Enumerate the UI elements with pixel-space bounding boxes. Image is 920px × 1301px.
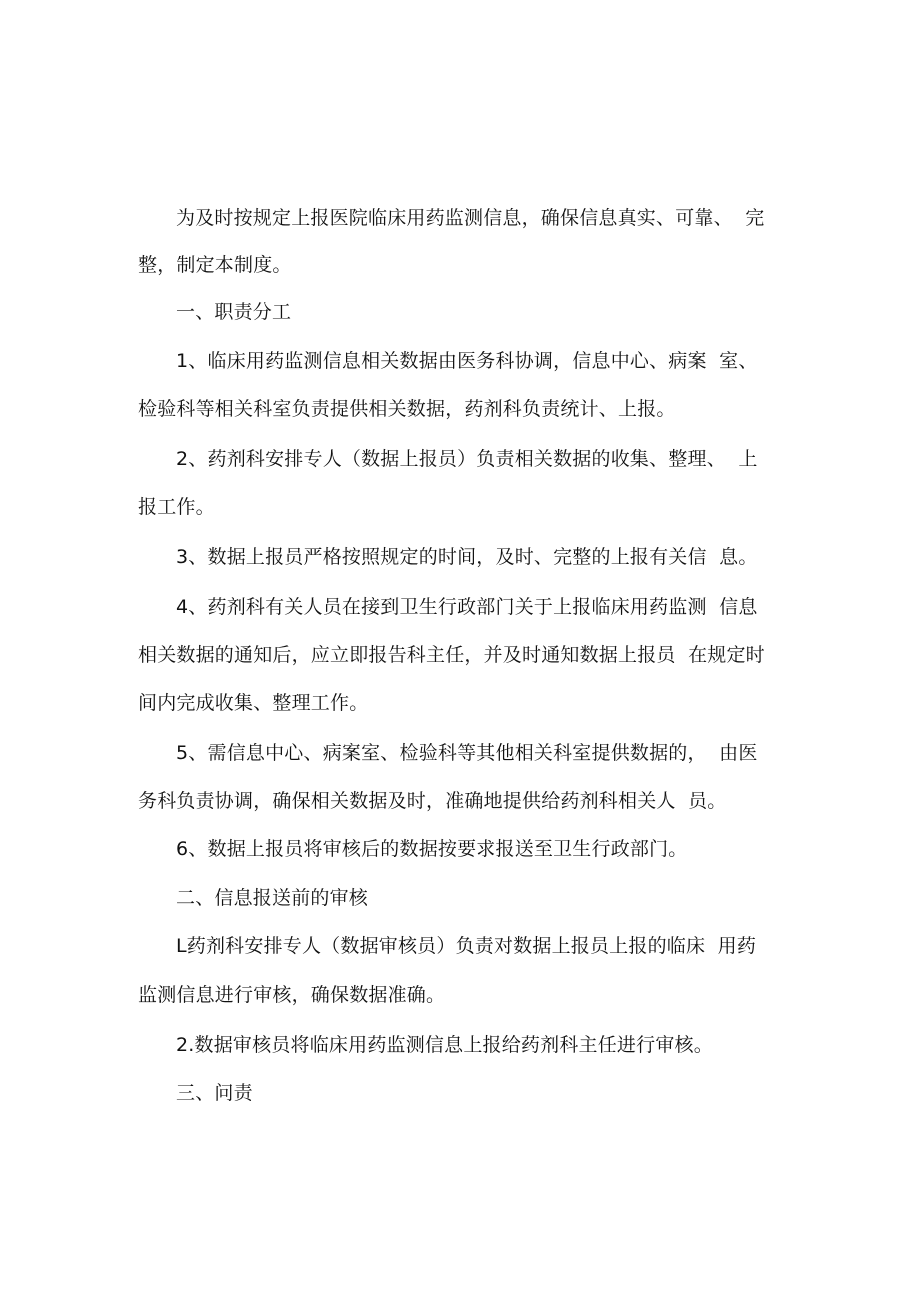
item-4-line-1: 4、药剂科有关人员在接到卫生行政部门关于上报临床用药监测 信息 bbox=[176, 596, 758, 618]
item-5-line-2: 务科负责协调，确保相关数据及时，准确地提供给药剂科相关人 员。 bbox=[138, 790, 727, 812]
item-2-line-1: 2、药剂科安排专人（数据上报员）负责相关数据的收集、整理、 上 bbox=[176, 448, 758, 470]
section-heading-1: 一、职责分工 bbox=[176, 301, 292, 323]
review-item-1-line-2: 监测信息进行审核，确保数据准确。 bbox=[138, 984, 446, 1006]
item-4-line-3: 间内完成收集、整理工作。 bbox=[138, 692, 369, 714]
item-4-line-2: 相关数据的通知后，应立即报告科主任，并及时通知数据上报员 在规定时 bbox=[138, 644, 765, 666]
review-item-1-line-1: L药剂科安排专人（数据审核员）负责对数据上报员上报的临床 用药 bbox=[176, 935, 757, 957]
item-2-line-2: 报工作。 bbox=[138, 496, 215, 518]
paragraph-intro-line-2: 整，制定本制度。 bbox=[138, 254, 292, 276]
review-item-2-line-1: 2.数据审核员将临床用药监测信息上报给药剂科主任进行审核。 bbox=[176, 1034, 713, 1056]
item-3-line-1: 3、数据上报员严格按照规定的时间，及时、完整的上报有关信 息。 bbox=[176, 546, 758, 568]
item-1-line-2: 检验科等相关科室负责提供相关数据，药剂科负责统计、上报。 bbox=[138, 398, 676, 420]
item-6-line-1: 6、数据上报员将审核后的数据按要求报送至卫生行政部门。 bbox=[176, 838, 688, 860]
item-5-line-1: 5、需信息中心、病案室、检验科等其他相关科室提供数据的， 由医 bbox=[176, 742, 758, 764]
item-1-line-1: 1、临床用药监测信息相关数据由医务科协调，信息中心、病案 室、 bbox=[176, 350, 758, 372]
paragraph-intro-line-1: 为及时按规定上报医院临床用药监测信息，确保信息真实、可靠、 完 bbox=[176, 207, 765, 229]
section-heading-2: 二、信息报送前的审核 bbox=[176, 887, 369, 909]
section-heading-3: 三、问责 bbox=[176, 1082, 253, 1104]
